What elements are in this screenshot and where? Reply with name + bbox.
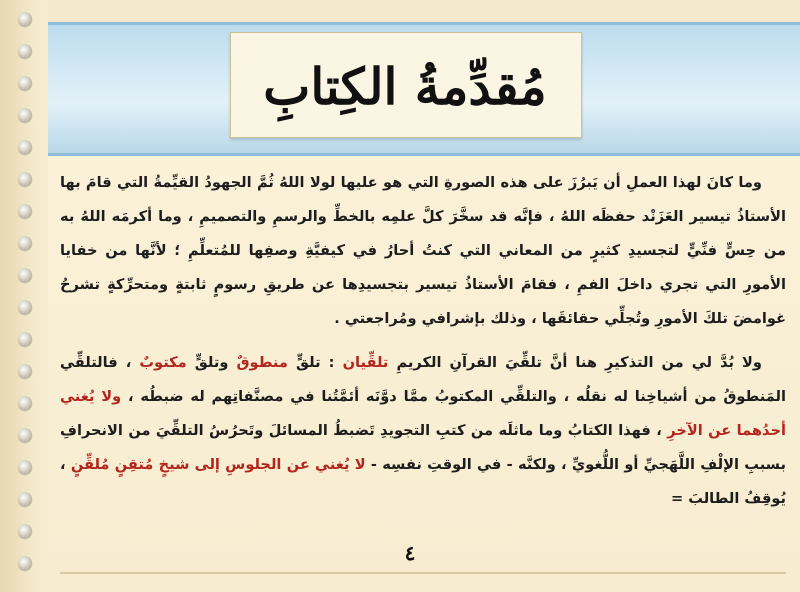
binding-hole bbox=[18, 44, 32, 58]
top-stripe bbox=[48, 0, 800, 22]
paragraph-2 bbox=[60, 346, 786, 516]
highlight-text: ولا يُغني أحدُهما عن الآخرِ bbox=[60, 388, 787, 439]
spiral-binding bbox=[0, 0, 48, 592]
text-run: وتلقٍّ bbox=[186, 354, 237, 371]
page-number: ٤ bbox=[404, 541, 416, 565]
binding-hole bbox=[18, 556, 32, 570]
binding-hole bbox=[18, 524, 32, 538]
text-run: ولا بُدَّ لي من التذكيرِ هنا أنَّ تلقِّيَ القرآنِ الكريمِ bbox=[388, 354, 762, 371]
bottom-divider bbox=[60, 572, 786, 574]
binding-hole bbox=[18, 364, 32, 378]
binding-hole bbox=[18, 300, 32, 314]
body-text bbox=[60, 166, 786, 526]
highlight-text: منطوقٌ bbox=[236, 354, 288, 371]
highlight-text: مكتوبٌ bbox=[139, 354, 187, 371]
paragraph-1: وما كانَ لهذا العملِ أن يَبرُزَ على هذه الصورةِ التي هو عليها لولا اللهُ ثُمَّ الجهودُ القيِّمةُ التي قامَ بها الأستاذُ تيسير العَزَنْد حفظَه اللهُ ، فإنَّه قد سخَّرَ كلَّ علمِه بالخطِّ والرسمِ والتصميمِ ، وما أكرمَه اللهُ به من حِسٍّ فنِّيٍّ لتجسيدِ كثيرٍ من المعاني التي كنتُ أحارُ في كيفيَّةِ وصفِها للمُتعلِّمِ ؛ لأنَّها من خفايا الأمورِ التي تجري داخلَ الفمِ ، فقامَ الأستاذُ تيسير بتجسيدِها عن طريقِ رسومٍ ثابتةٍ ومتحرِّكةٍ تشرحُ غوامضَ تلكَ الأمورِ وتُجلِّي حقائقَها ، وذلك بإشرافي ومُراجعتي . bbox=[60, 174, 786, 327]
binding-hole bbox=[18, 108, 32, 122]
binding-hole bbox=[18, 204, 32, 218]
binding-hole bbox=[18, 236, 32, 250]
text-run: : تلقٍّ bbox=[287, 354, 343, 371]
text-run: ، فهذا الكتابُ وما ماثلَه من كتبِ التجويدِ تَضبطُ المسائلَ وتَحرُسُ التلقِّيَ من الانحرافِ بسببِ الإلْفِ اللَّهَجيِّ أو اللُّغويِّ ، ولكنَّه - في الوقتِ نفسِه - bbox=[60, 422, 786, 473]
binding-hole bbox=[18, 12, 32, 26]
binding-hole bbox=[18, 172, 32, 186]
binding-hole bbox=[18, 460, 32, 474]
highlight-text: لا يُغني عن الجلوسِ إلى شيخٍ مُتقِنٍ مُلقِّنٍ bbox=[70, 456, 366, 473]
binding-hole bbox=[18, 492, 32, 506]
binding-hole bbox=[18, 396, 32, 410]
page-title: مُقدِّمةُ الكِتابِ bbox=[263, 57, 547, 116]
binding-hole bbox=[18, 140, 32, 154]
binding-hole bbox=[18, 268, 32, 282]
binding-hole bbox=[18, 428, 32, 442]
text-run: ، يُوقِفُ الطالبَ = bbox=[60, 456, 786, 507]
binding-hole bbox=[18, 76, 32, 90]
binding-hole bbox=[18, 332, 32, 346]
text-run: ، فالتلقِّي المَنطوقُ من أشياخِنا له نقلُه ، والتلقِّي المكتوبُ ممَّا دوَّنَه أئمَّتُنا في مصنَّفاتِهم له ضبطُه ، bbox=[60, 354, 786, 405]
highlight-text: تلقِّيان bbox=[342, 354, 389, 371]
